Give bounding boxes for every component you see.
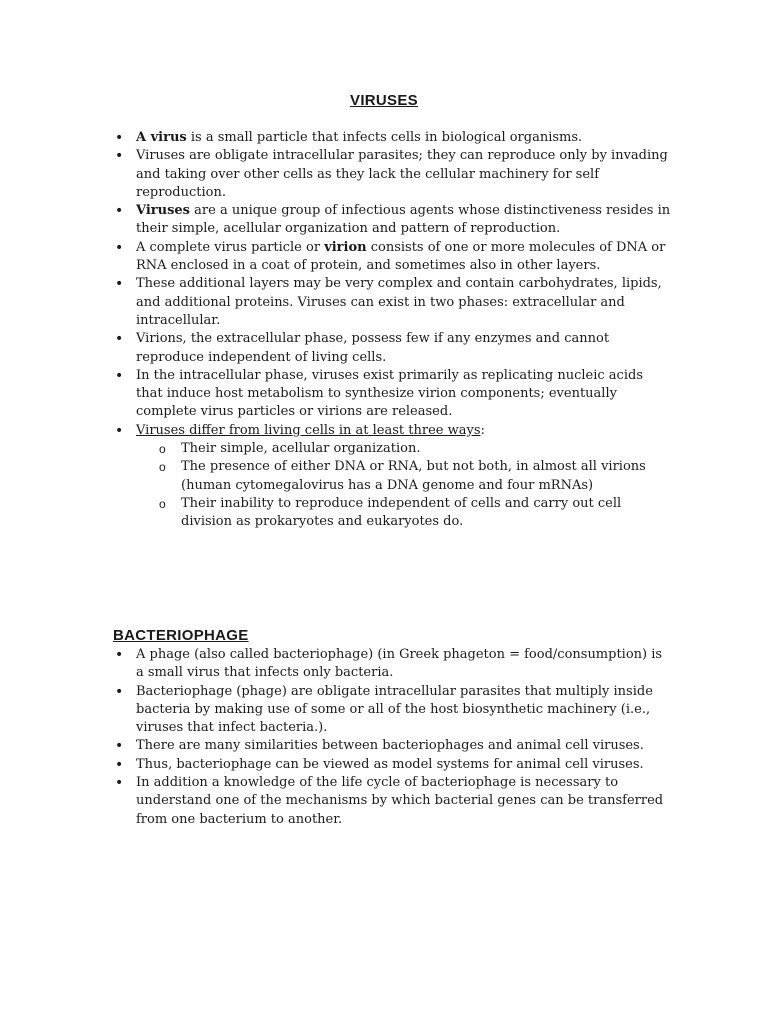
list-item: • These additional layers may be very complex and contain carbohydrates, lipids, and additional proteins. Viruses can exist in two phases: extracellular and intracellular. xyxy=(113,275,673,330)
sub-list-item: o Their inability to reproduce independent of cells and carry out cell division as prokaryotes and eukaryotes do. xyxy=(136,495,673,532)
list-item: • Viruses are a unique group of infectious agents whose distinctiveness resides in their simple, acellular organization and pattern of reproduction. xyxy=(113,202,673,239)
list-item: • A virus is a small particle that infects cells in biological organisms. xyxy=(113,129,673,147)
list-item: • Viruses are obligate intracellular parasites; they can reproduce only by invading and taking over other cells as they lack the cellular machinery for self reproduction. xyxy=(113,147,673,202)
list-item: • A complete virus particle or virion consists of one or more molecules of DNA or RNA enclosed in a coat of protein, and sometimes also in other layers. xyxy=(113,239,673,276)
list-item: • In addition a knowledge of the life cycle of bacteriophage is necessary to understand one of the mechanisms by which bacterial genes can be transferred from one bacterium to another. xyxy=(113,774,673,829)
list-item: • Virions, the extracellular phase, possess few if any enzymes and cannot reproduce independent of living cells. xyxy=(113,330,673,367)
viruses-bullet-list xyxy=(113,129,673,532)
page-title: VIRUSES xyxy=(350,92,418,109)
list-item: • Bacteriophage (phage) are obligate intracellular parasites that multiply inside bacteria by making use of some or all of the host biosynthetic machinery (i.e., viruses that infect bacteria.). xyxy=(113,683,673,738)
section-heading-bacteriophage: BACTERIOPHAGE xyxy=(113,627,249,644)
sub-list-item: o Their simple, acellular organization. xyxy=(136,440,673,458)
list-item: • There are many similarities between bacteriophages and animal cell viruses. xyxy=(113,737,673,755)
differences-sub-list xyxy=(136,440,673,531)
list-item: • In the intracellular phase, viruses exist primarily as replicating nucleic acids that induce host metabolism to synthesize virion components; eventually complete virus particles or virions are released. xyxy=(113,367,673,422)
sub-list-item: o The presence of either DNA or RNA, but not both, in almost all virions (human cytomegalovirus has a DNA genome and four mRNAs) xyxy=(136,458,673,495)
list-item: • Thus, bacteriophage can be viewed as model systems for animal cell viruses. xyxy=(113,756,673,774)
list-item: • Viruses differ from living cells in at least three ways: o Their simple, acellular organization. o The presence of either DNA or RNA, but not both, in almost all virions (human cytomegalovirus has a DNA genome and four mRNAs) o Their inability to reproduce independent of cells and carry out cell division as prokaryotes and eukaryotes do. xyxy=(113,422,673,532)
bacteriophage-bullet-list xyxy=(113,646,673,829)
list-item: • A phage (also called bacteriophage) (in Greek phageton = food/consumption) is a small virus that infects only bacteria. xyxy=(113,646,673,683)
